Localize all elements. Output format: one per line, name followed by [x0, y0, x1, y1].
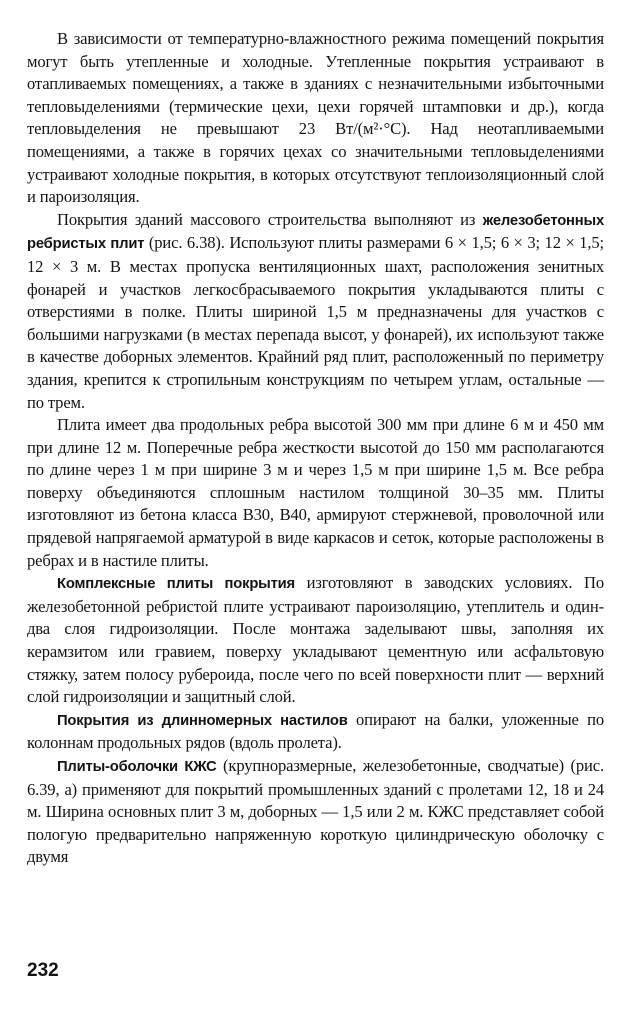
- paragraph-text: Покрытия зданий массового строительства выполняют из: [57, 209, 483, 229]
- paragraph: [27, 209, 604, 414]
- bold-term: Плиты-оболочки КЖС: [57, 759, 217, 775]
- paragraph-text: (крупноразмерные, железобетонные, сводчатые) (рис. 6.39, а) применяют для покрытий промышленных зданий с пролетами 12, 18 и 24 м. Ширина основных плит 3 м, доборных — 1,5 или 2 м. КЖС представляет собой пологую предварительно напряженную короткую цилиндрическую оболочку с двумя: [27, 756, 604, 867]
- paragraph: [27, 709, 604, 755]
- paragraph: [27, 414, 604, 572]
- body-text: [27, 28, 604, 869]
- page-number: 232: [27, 960, 59, 981]
- paragraph: [27, 28, 604, 209]
- bold-term: Комплексные плиты покрытия: [57, 576, 295, 593]
- paragraph-text: изготовляют в заводских условиях. По железобетонной ребристой плите устраивают пароизоляцию, утеплитель и один-два слоя гидроизоляции. После монтажа заделывают швы, заполняя их керамзитом или гравием, поверху укладывают цементную или асфальтовую стяжку, затем полосу рубероида, после чего по всей поверхности плит — верхний слой гидроизоляции и защитный слой.: [27, 573, 604, 707]
- paragraph-text: Плита имеет два продольных ребра высотой 300 мм при длине 6 м и 450 мм при длине 12 м. Поперечные ребра жесткости высотой до 150 мм располагаются по длине через 1 м при ширине 3 м и через 1,5 м при ширине 1,5 м. Все ребра поверху объединяются сплошным настилом толщиной 30–35 мм. Плиты изготовляют из бетона класса В30, В40, армируют стержневой, проволочной или прядевой напрягаемой арматурой в виде каркасов и сеток, которые расположены в ребрах и в настиле плиты.: [27, 415, 604, 570]
- paragraph-text: опирают на балки, уложенные по колоннам продольных рядов (вдоль пролета).: [27, 709, 604, 753]
- bold-term: Покрытия из длинномерных настилов: [57, 712, 348, 729]
- paragraph: [27, 572, 604, 709]
- paragraph: [27, 755, 604, 869]
- bold-term: железобетонных ребристых плит: [27, 212, 604, 253]
- paragraph-text: В зависимости от температурно-влажностного режима помещений покрытия могут быть утепленные и холодные. Утепленные покрытия устраивают в отапливаемых помещениях, а также в зданиях с незначительными избыточными тепловыделениями (термические цехи, цехи горячей штамповки и др.), когда тепловыделения не превышают 23 Вт/(м²·°С). Над неотапливаемыми помещениями, а также в горячих цехах со значительными тепловыделениями устраивают холодные покрытия, в которых отсутствуют теплоизоляционный слой и пароизоляция.: [27, 29, 604, 207]
- paragraph-text: (рис. 6.38). Используют плиты размерами 6 × 1,5; 6 × 3; 12 × 1,5; 12 × 3 м. В местах пропуска вентиляционных шахт, расположения зенитных фонарей и участков легкосбрасываемого покрытия укладываются плиты с отверстиями в полке. Плиты шириной 1,5 м предназначены для участков с большими нагрузками (в местах перепада высот, у фонарей), их используют также в качестве доборных элементов. Крайний ряд плит, расположенный по периметру здания, крепится к стропильным конструкциям по четырем углам, остальные — по трем.: [27, 233, 604, 412]
